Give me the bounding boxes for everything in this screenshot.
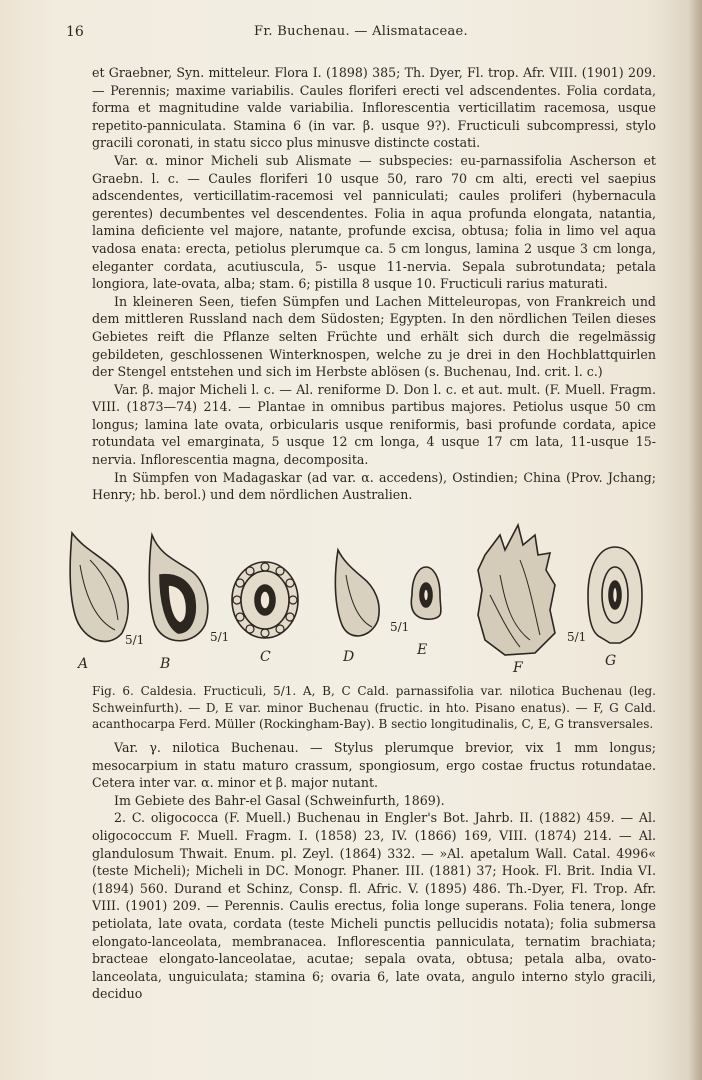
scale-label: 5/1 [210,630,230,644]
scale-label: 5/1 [125,633,145,647]
figure-drawing [60,515,660,680]
figure-label-c: C [260,649,271,665]
paragraph: In Sümpfen von Madagaskar (ad var. α. accedens), Ostindien; China (Prov. Jchang; Henry; hb. berol.) und dem nördlichen Australien. [92,469,656,503]
paragraph: Im Gebiete des Bahr-el Gasal (Schweinfurth, 1869). [114,792,445,808]
figure-caption: Fig. 6. Caldesia. Fructiculi, 5/1. A, B, C Cald. parnassifolia var. nilotica Buchenau (leg. Schweinfurth). — D, E var. minor Buchenau (fructic. in hto. Pisano enatus). — F, G Cald. acanthocarpa Ferd. Müller (Rockingham-Bay). B sectio longitudinalis, C, E, G transversales. [92,684,656,731]
paragraph: Var. α. minor Micheli sub Alismate — subspecies: eu-parnassifolia Ascherson et Graebn. l. c. — Caules floriferi 10 usque 50, raro 70 cm alti, erecti vel saepius adscendentes, verticillatim-racemosi vel panniculati; caules proliferi (hybernacula gerentes) decumbentes vel descendentes. Folia in aqua profunda elongata, natantia, lamina deficiente vel majore, natante, profunde excisa, obtusa; folia in limo vel aqua vadosa enata: erecta, petiolus plerumque ca. 5 cm longus, lamina 2 usque 3 cm longa, eleganter cordata, acutiuscula, 5- usque 11-nervia. Sepala subrotundata; petala longiora, late-ovata, alba; stam. 6; pistilla 8 usque 10. Fructiculi rarius maturati. [92,152,656,292]
figure-fructiculi [60,515,660,680]
paragraph: Var. β. major Micheli l. c. — Al. reniforme D. Don l. c. et aut. mult. (F. Muell. Fragm. VIII. (1873—74) 214. — Plantae in omnibus partibus majores. Petiolus usque 50 cm longus; lamina late ovata, orbicularis usque reniformis, basi profunde cordata, apice rotundata vel emarginata, 5 usque 12 cm longa, 4 usque 17 cm lata, 11-usque 15-nervia. Inflorescentia magna, decomposita. [92,381,656,468]
fruit-drawing-c [232,562,298,638]
figure-label-a: A [78,656,89,672]
text-block-bottom [92,739,656,1003]
figure-label-e: E [417,642,428,658]
figure-label-f: F [513,660,523,676]
fruit-drawing-a [70,533,128,641]
text-block-top [92,64,656,504]
running-title: Fr. Buchenau. — Alismataceae. [254,24,468,39]
fruit-drawing-b [149,535,207,641]
page-number: 16 [66,24,84,40]
scale-label: 5/1 [390,620,410,634]
paragraph: et Graebner, Syn. mitteleur. Flora I. (1898) 385; Th. Dyer, Fl. trop. Afr. VIII. (1901) 209. — Perennis; maxime variabilis. Caules floriferi erecti vel adscendentes. Folia cordata, forma et magnitudine valde variabilia. Inflorescentia verticillatim racemosa, usque repetito-panniculata. Stamina 6 (in var. β. usque 9?). Fructiculi subcompressi, stylo gracili coronati, in statu sicco plus minusve distincte costati. [92,65,656,151]
paragraph: Var. γ. nilotica Buchenau. — Stylus plerumque brevior, vix 1 mm longus; mesocarpium in statu maturo crassum, spongiosum, ergo costae fructus rotundatae. Cetera inter var. α. minor et β. major nutant. [92,740,656,791]
figure-label-b: B [160,656,171,672]
paragraph: In kleineren Seen, tiefen Sümpfen und Lachen Mitteleuropas, von Frankreich und dem mittleren Russland nach dem Südosten; Egypten. In den nördlichen Teilen dieses Gebietes reift die Pflanze selten Früchte und erhält sich durch die regelmässig gebildeten, geschlossenen Winterknospen, welche zu je drei in den Hochblattquirlen der Stengel entstehen und sich im Herbste ablösen (s. Buchenau, Ind. crit. l. c.) [92,293,656,380]
fruit-drawing-f [478,525,555,655]
paragraph: 2. C. oligococca (F. Muell.) Buchenau in Engler's Bot. Jahrb. II. (1882) 459. — Al. oligococcum F. Muell. Fragm. I. (1858) 23, IV. (1866) 169, VIII. (1874) 214. — Al. glandulosum Thwait. Enum. pl. Zeyl. (1864) 332. — »Al. apetalum Wall. Catal. 4996« (teste Micheli); Micheli in DC. Monogr. Phaner. III. (1881) 37; Hook. Fl. Brit. India VI. (1894) 560. Durand et Schinz, Consp. fl. Afric. V. (1895) 486. Th.-Dyer, Fl. Trop. Afr. VIII. (1901) 209. — Perennis. Caulis erectus, folia longe superans. Folia tenera, longe petiolata, late ovata, cordata (teste Micheli punctis pellucidis notata); folia submersa elongato-lanceolata, membranacea. Inflorescentia panniculata, ternatim brachiata; bracteae elongato-lanceolatae, acutae; sepala ovata, obtusa; petala alba, ovato-lanceolata, unguiculata; stamina 6; ovaria 6, late ovata, angulo interno stylo gracili, deciduo [92,810,656,1002]
scale-label: 5/1 [567,630,587,644]
fruit-drawing-e [411,567,441,619]
fruit-drawing-g [588,547,642,643]
page-edge-shadow [688,0,702,1080]
figure-label-g: G [605,653,617,669]
figure-label-d: D [343,649,355,665]
page-header [66,24,656,44]
fruit-drawing-d [335,550,379,636]
